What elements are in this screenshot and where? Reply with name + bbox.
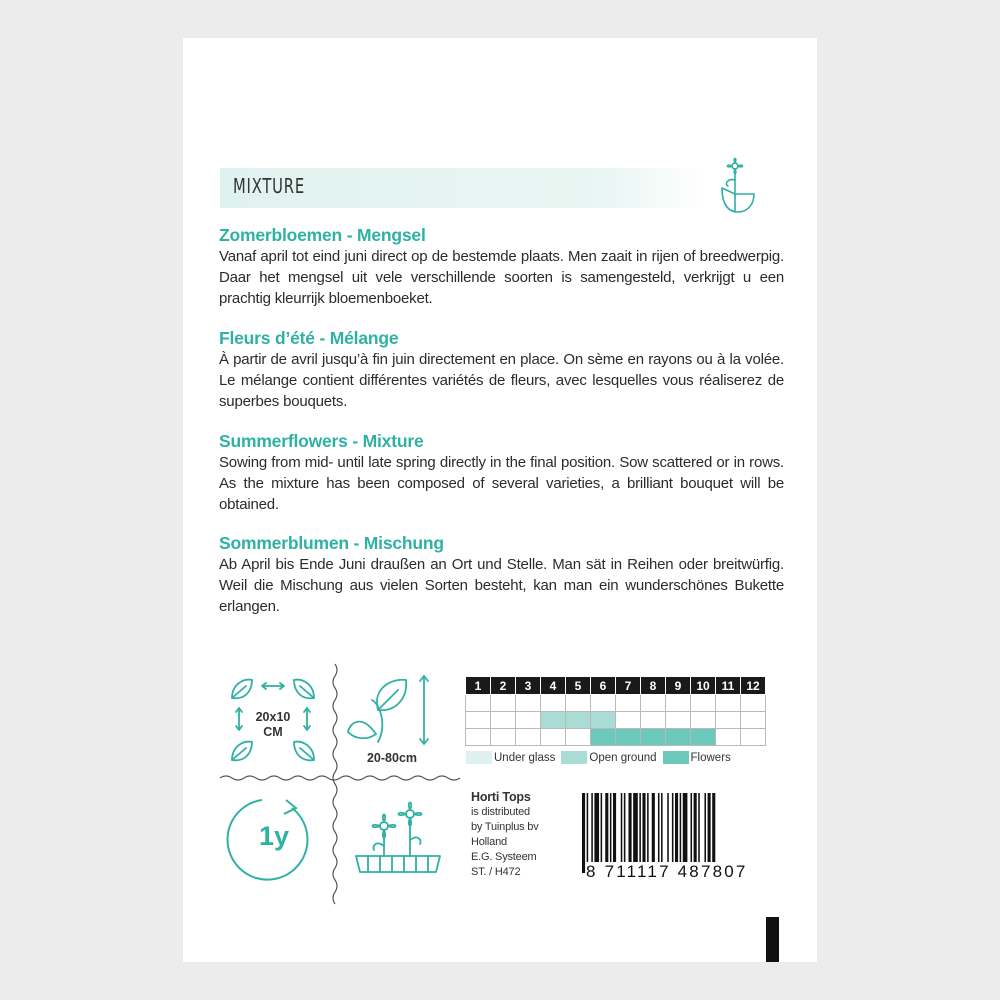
barcode-bar bbox=[652, 793, 655, 873]
barcode-bar bbox=[712, 793, 715, 873]
flowers-cell bbox=[691, 729, 716, 746]
spacing-line2: CM bbox=[263, 725, 283, 739]
barcode-bar bbox=[582, 793, 585, 873]
barcode-bar bbox=[672, 793, 674, 873]
open-ground-cell bbox=[591, 712, 616, 729]
month-7: 7 bbox=[616, 677, 641, 695]
under-glass-cell bbox=[491, 695, 516, 712]
section-text: Vanaf april tot eind juni direct op de bestemde plaats. Men zaait in rijen of breedwerpig. Daar het mengsel uit vele verschillende soorten is samengesteld, verkrijgt u een prachtig kleurrijk bloemenboeket. bbox=[219, 248, 784, 307]
seed-tray-icon bbox=[356, 803, 440, 873]
barcode-bar bbox=[629, 793, 632, 873]
month-12: 12 bbox=[741, 677, 766, 695]
month-11: 11 bbox=[716, 677, 741, 695]
open-ground-cell bbox=[466, 712, 491, 729]
flowers-cell bbox=[666, 729, 691, 746]
barcode-bar bbox=[613, 793, 616, 873]
section-title: Zomerbloemen - Mengsel bbox=[219, 225, 426, 245]
month-8: 8 bbox=[641, 677, 666, 695]
barcode-bar bbox=[624, 793, 626, 873]
barcode-bar bbox=[694, 793, 697, 873]
flowers-cell bbox=[541, 729, 566, 746]
spacing-line1: 20x10 bbox=[255, 710, 291, 724]
open-ground-cell bbox=[516, 712, 541, 729]
barcode-bar bbox=[661, 793, 663, 873]
under-glass-swatch bbox=[466, 751, 492, 764]
barcode-bar bbox=[683, 793, 688, 873]
barcode-bar bbox=[667, 793, 669, 873]
barcode-bar bbox=[621, 793, 623, 873]
month-2: 2 bbox=[491, 677, 516, 695]
calendar-month-row bbox=[466, 677, 766, 695]
banner-title: MIXTURE bbox=[233, 174, 306, 198]
distributor-line: E.G. Systeem bbox=[471, 851, 537, 863]
barcode-bar bbox=[691, 793, 693, 873]
month-3: 3 bbox=[516, 677, 541, 695]
calendar-open-ground-row bbox=[466, 712, 766, 729]
calendar-legend bbox=[466, 751, 737, 764]
under-glass-cell bbox=[641, 695, 666, 712]
under-glass-cell bbox=[591, 695, 616, 712]
section-title: Fleurs d’été - Mélange bbox=[219, 328, 399, 348]
barcode-bar bbox=[633, 793, 638, 873]
barcode-bar bbox=[680, 793, 682, 873]
section-text: Ab April bis Ende Juni draußen an Ort und Stelle. Man sät in Reihen oder breitwürfig. Weil die Mischung aus vielen Sorten besteht, kan man ein wunderschönes Bukette erlangen. bbox=[219, 556, 784, 615]
month-5: 5 bbox=[566, 677, 591, 695]
calendar-under-glass-row bbox=[466, 695, 766, 712]
flowers-cell bbox=[616, 729, 641, 746]
barcode-bar bbox=[698, 793, 700, 873]
distributor-line: is distributed bbox=[471, 806, 530, 818]
month-9: 9 bbox=[666, 677, 691, 695]
barcode-bar bbox=[591, 793, 593, 873]
legend-flowers: Flowers bbox=[690, 751, 731, 764]
barcode-bar bbox=[658, 793, 660, 873]
open-ground-cell bbox=[566, 712, 591, 729]
under-glass-cell bbox=[541, 695, 566, 712]
section-title: Sommerblumen - Mischung bbox=[219, 533, 444, 553]
plant-height-icon bbox=[348, 676, 428, 744]
under-glass-cell bbox=[616, 695, 641, 712]
barcode-bar bbox=[642, 793, 645, 873]
open-ground-cell bbox=[691, 712, 716, 729]
sowing-calendar bbox=[465, 676, 766, 746]
flowers-cell bbox=[641, 729, 666, 746]
under-glass-cell bbox=[716, 695, 741, 712]
distributor-info bbox=[471, 790, 539, 880]
flowers-cell bbox=[566, 729, 591, 746]
open-ground-cell bbox=[541, 712, 566, 729]
distributor-line: Holland bbox=[471, 836, 507, 848]
month-1: 1 bbox=[466, 677, 491, 695]
under-glass-cell bbox=[516, 695, 541, 712]
lifecycle-label: 1y bbox=[258, 821, 290, 851]
barcode-bar bbox=[704, 793, 706, 873]
barcode-bar bbox=[647, 793, 649, 873]
under-glass-cell bbox=[666, 695, 691, 712]
barcode-bar bbox=[601, 793, 603, 873]
calendar-flowers-row bbox=[466, 729, 766, 746]
legend-under-glass: Under glass bbox=[494, 751, 556, 764]
barcode-bar bbox=[610, 793, 612, 873]
month-4: 4 bbox=[541, 677, 566, 695]
wavy-divider-vertical bbox=[333, 664, 337, 904]
section-text: À partir de avril jusqu’à fin juin directement en place. On sème en rayons ou à la volée. Le mélange contient différentes variétés de fleurs, avec lesquelles vous réaliserez de superbes bouquets. bbox=[219, 351, 784, 410]
flowers-cell bbox=[491, 729, 516, 746]
flowers-cell bbox=[516, 729, 541, 746]
open-ground-cell bbox=[666, 712, 691, 729]
under-glass-cell bbox=[741, 695, 766, 712]
barcode-bar bbox=[594, 793, 599, 873]
flowers-cell bbox=[591, 729, 616, 746]
registration-mark bbox=[766, 917, 779, 962]
distributor-line: ST. / H472 bbox=[471, 866, 521, 878]
barcode-bar bbox=[605, 793, 608, 873]
barcode-bar bbox=[675, 793, 678, 873]
under-glass-cell bbox=[691, 695, 716, 712]
flowers-cell bbox=[466, 729, 491, 746]
open-ground-cell bbox=[491, 712, 516, 729]
barcode-number: 8 711117 487807 bbox=[586, 862, 772, 882]
barcode-bar bbox=[708, 793, 711, 873]
brand-name: Horti Tops bbox=[471, 790, 531, 804]
under-glass-cell bbox=[566, 695, 591, 712]
open-ground-cell bbox=[641, 712, 666, 729]
open-ground-swatch bbox=[561, 751, 587, 764]
flowers-swatch bbox=[663, 751, 689, 764]
open-ground-cell bbox=[616, 712, 641, 729]
open-ground-cell bbox=[716, 712, 741, 729]
month-6: 6 bbox=[591, 677, 616, 695]
spacing-label bbox=[252, 710, 294, 740]
legend-open-ground: Open ground bbox=[589, 751, 657, 764]
barcode-bar bbox=[587, 793, 589, 873]
flowers-cell bbox=[741, 729, 766, 746]
height-label: 20-80cm bbox=[366, 751, 418, 765]
flowers-cell bbox=[716, 729, 741, 746]
distributor-line: by Tuinplus bv bbox=[471, 821, 539, 833]
section-title: Summerflowers - Mixture bbox=[219, 431, 424, 451]
section-text: Sowing from mid- until late spring directly in the final position. Sow scattered or in rows. As the mixture has been composed of several varieties, a brilliant bouquet will be obtained. bbox=[219, 454, 784, 513]
open-ground-cell bbox=[741, 712, 766, 729]
barcode-bar bbox=[639, 793, 641, 873]
wavy-divider-horizontal bbox=[220, 776, 460, 780]
month-10: 10 bbox=[691, 677, 716, 695]
under-glass-cell bbox=[466, 695, 491, 712]
